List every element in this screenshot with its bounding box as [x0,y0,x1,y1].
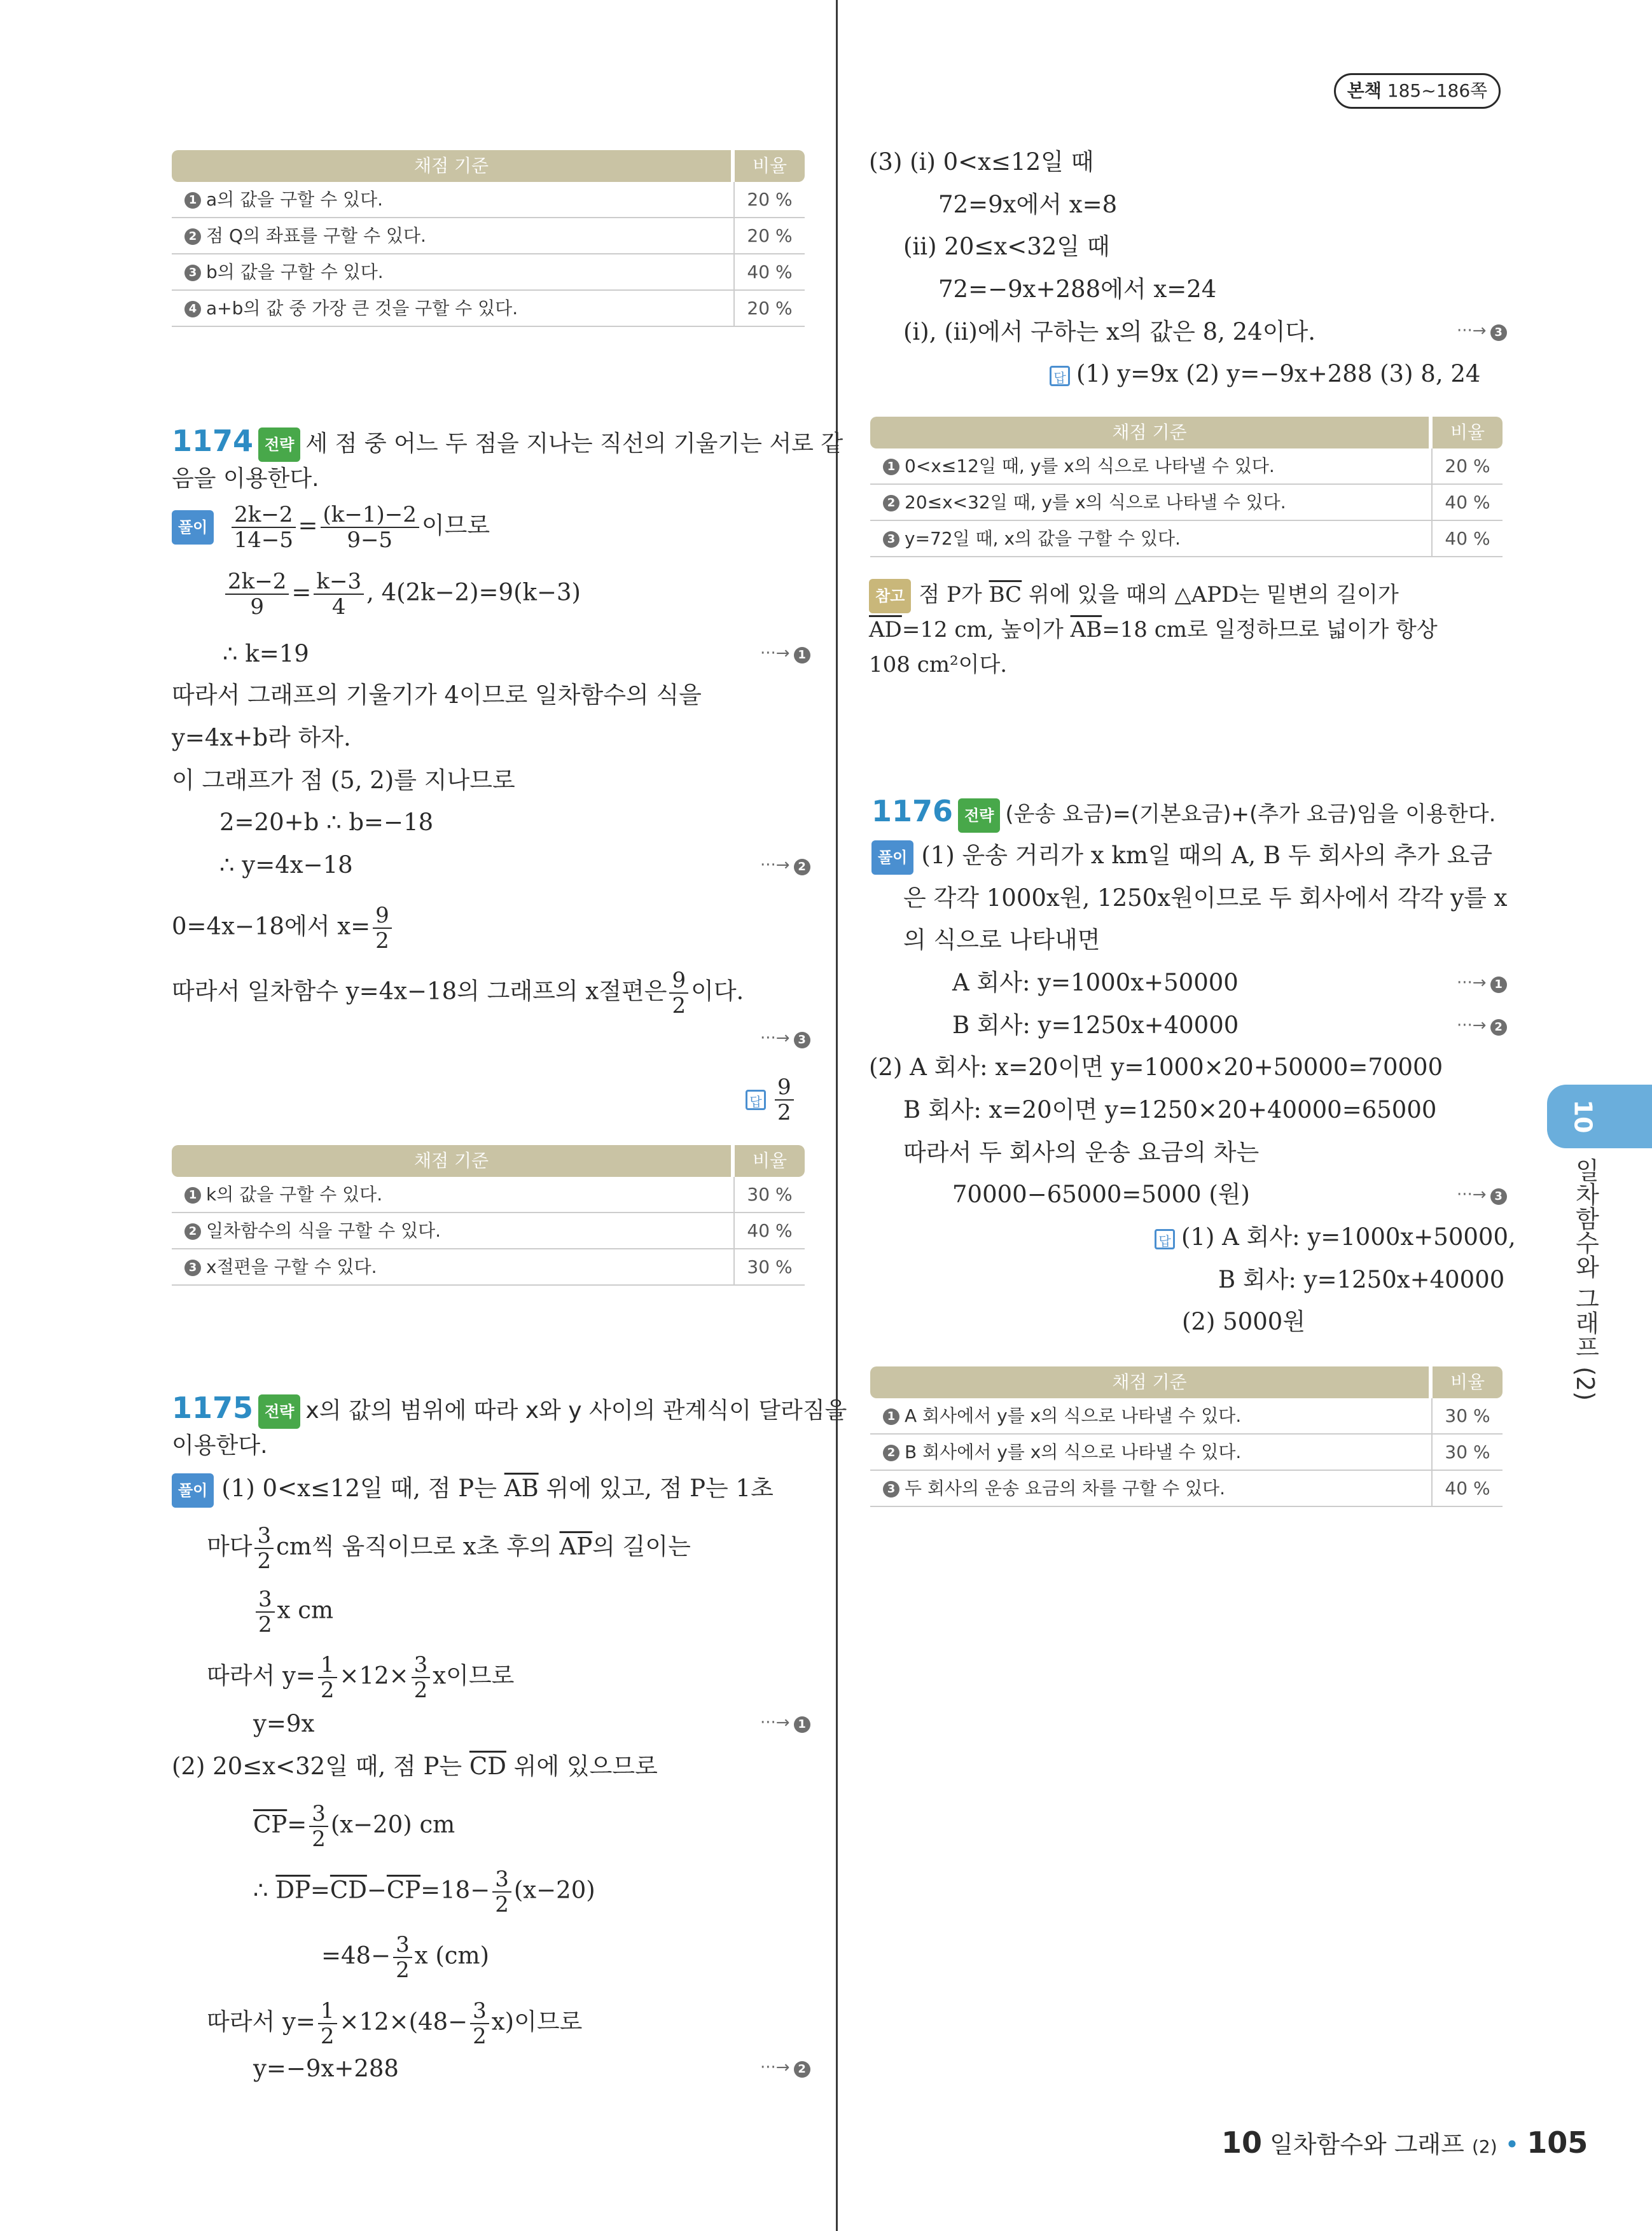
table-row: 2 일차함수의 식을 구할 수 있다. 40 % [172,1213,805,1249]
strategy-tag: 전략 [958,798,1000,833]
criteria-table-1174 [172,1145,805,1286]
solution-tag: 풀이 [871,840,913,875]
solution-line: 따라서 일차함수 y=4x−18의 그래프의 x절편은 $\frac{9}{2}$ 이다. [172,968,744,1018]
step-marker: ···→ 2 [760,856,810,875]
solution-tag: 풀이 [172,1473,214,1508]
table-row: 4 a+b의 값 중 가장 큰 것을 구할 수 있다. 20 % [172,291,805,327]
footer-chapter-part: (2) [1471,2136,1497,2157]
note-line: $\overline{AD}=12$ cm, 높이가 $\overline{AB}=18$ cm로 일정하므로 넓이가 항상 [869,617,1438,643]
solution-line: ∴ y=4x−18 [219,851,353,879]
criteria-table-1176 [870,1366,1503,1507]
answer-line: 답 (1) y=9x (2) y=−9x+288 (3) 8, 24 [1050,358,1480,390]
footer-chapter-title: 일차함수와 그래프 [1270,2130,1464,2158]
table-header-ratio: 비율 [735,150,805,182]
solution-line: 풀이 $\frac{2k-2}{14-5}$ = $\frac{(k-1)-2}{9-5}$ 이므로 [172,503,490,552]
step-marker: ···→ 2 [760,2058,810,2078]
solution-line: (3) (i) 0<x≤12일 때 [869,148,1094,176]
table-row: 2 20≤x<32일 때, y를 x의 식으로 나타낼 수 있다. 40 % [870,485,1503,521]
answer-icon: 답 [1050,366,1070,386]
solution-line: ∴ k=19 [223,640,309,667]
solution-line: 풀이 (1) 운송 거리가 x km일 때의 A, B 두 회사의 추가 요금 [871,840,1492,875]
problem-1175-strategy-cont: 이용한다. [172,1433,268,1459]
solution-line: $\frac{3}{2}$ x cm [253,1587,333,1637]
column-divider [836,0,838,2231]
solution-line: 72=−9x+288에서 x=24 [938,275,1217,303]
side-tab-number: 10 [1569,1099,1597,1134]
solution-line: 마다 $\frac{3}{2}$ cm씩 움직이므로 x초 후의 $\overline{AP}$의 길이는 [207,1523,691,1574]
solution-line: (2) A 회사: x=20이면 y=1000×20+50000=70000 [869,1053,1443,1081]
step-marker: ···→ 3 [1457,1185,1507,1205]
solution-line: =48− $\frac{3}{2}$ x (cm) [321,1932,490,1983]
solution-line: $\frac{2k-2}{9}$ = $\frac{k-3}{4}$ , 4(2k−2)=9(k−3) [223,569,581,619]
problem-1175-strategy: 1175 전략 x의 값의 범위에 따라 x와 y 사이의 관계식이 달라짐을 [172,1392,847,1429]
solution-line: A 회사: y=1000x+50000 [952,969,1239,996]
table-row: 1 0<x≤12일 때, y를 x의 식으로 나타낼 수 있다. 20 % [870,448,1503,485]
page-number: 105 [1527,2125,1588,2160]
table-header-criteria: 채점 기준 [870,1366,1429,1398]
answer-line: 답 (1) A 회사: y=1000x+50000, [1155,1221,1516,1253]
solution-line: 2=20+b ∴ b=−18 [219,809,434,836]
solution-line: y=9x [253,1710,315,1737]
footer-bullet: • [1504,2130,1520,2158]
table-row: 3 y=72일 때, x의 값을 구할 수 있다. 40 % [870,521,1503,557]
solution-line: 0=4x−18에서 x= $\frac{9}{2}$ [172,903,394,953]
problem-number: 1174 [172,424,254,458]
solution-line: 따라서 그래프의 기울기가 4이므로 일차함수의 식을 [172,681,702,709]
answer-line: 답 $\frac{9}{2}$ [746,1075,796,1125]
solution-line: 풀이 (1) 0<x≤12일 때, 점 P는 $\overline{AB}$ 위에 있고, 점 P는 1초 [172,1473,774,1508]
solution-line: 70000−65000=5000 (원) [952,1181,1250,1208]
problem-number: 1175 [172,1391,254,1425]
answer-line: (2) 5000원 [1182,1308,1306,1335]
solution-line: B 회사: x=20이면 y=1250×20+40000=65000 [903,1096,1437,1123]
table-row: 3 두 회사의 운송 요금의 차를 구할 수 있다. 40 % [870,1471,1503,1507]
solution-line: 은 각각 1000x원, 1250x원이므로 두 회사에서 각각 y를 x [903,884,1508,912]
step-marker: ···→ 2 [1457,1016,1507,1036]
step-marker: ···→ 1 [760,1713,810,1733]
solution-line: 의 식으로 나타내면 [903,926,1100,954]
solution-line: y=−9x+288 [253,2055,399,2082]
solution-tag: 풀이 [172,510,214,545]
step-marker: ···→ 1 [1457,973,1507,993]
table-header-criteria: 채점 기준 [870,417,1429,448]
table-row: 1 a의 값을 구할 수 있다. 20 % [172,182,805,218]
note-tag: 참고 [869,579,911,613]
page-range-badge [1334,73,1501,109]
strategy-tag: 전략 [258,427,300,462]
solution-line: ∴ $\overline{DP}=\overline{CD}-\overline{CP}=18-$ $\frac{3}{2}$ (x−20) [253,1866,595,1917]
page-range: 185~186쪽 [1387,80,1488,101]
step-marker: ···→ 1 [760,644,810,664]
solution-line: (i), (ii)에서 구하는 x의 값은 8, 24이다. [903,318,1315,345]
solution-line: B 회사: y=1250x+40000 [952,1011,1239,1039]
problem-1174-strategy: 1174 전략 세 점 중 어느 두 점을 지나는 직선의 기울기는 서로 같 [172,425,843,462]
solution-line: $\overline{CP}=$ $\frac{3}{2}$ (x−20) cm [253,1801,455,1852]
table-row: 1 A 회사에서 y를 x의 식으로 나타낼 수 있다. 30 % [870,1398,1503,1435]
problem-1174-strategy-cont: 음을 이용한다. [172,466,319,492]
strategy-tag: 전략 [258,1394,300,1429]
problem-number: 1176 [871,794,954,828]
solution-line: 따라서 y= $\frac{1}{2}$ ×12× $\frac{3}{2}$ x이므로 [207,1652,515,1703]
book-label: 본책 [1347,80,1382,101]
table-row: 3 b의 값을 구할 수 있다. 40 % [172,254,805,291]
solution-line: (ii) 20≤x<32일 때 [903,233,1110,260]
solution-line: 이 그래프가 점 (5, 2)를 지나므로 [172,767,515,794]
table-row: 2 점 Q의 좌표를 구할 수 있다. 20 % [172,218,805,254]
problem-1176-strategy: 1176 전략 (운송 요금)=(기본요금)+(추가 요금)임을 이용한다. [871,795,1496,833]
answer-line: B 회사: y=1250x+40000 [1218,1266,1505,1293]
side-tab-title: 일차함수와 그래프 (2) [1571,1158,1599,1401]
answer-icon: 답 [746,1090,766,1110]
table-row: 2 B 회사에서 y를 x의 식으로 나타낼 수 있다. 30 % [870,1435,1503,1471]
table-header-ratio: 비율 [1433,1366,1503,1398]
solution-line: 따라서 y= $\frac{1}{2}$ ×12×(48− $\frac{3}{2}$ x)이므로 [207,1998,583,2049]
criteria-table-1173 [172,150,805,327]
solution-line: 따라서 두 회사의 운송 요금의 차는 [903,1139,1260,1166]
step-marker: ···→ 3 [760,1029,810,1048]
table-header-criteria: 채점 기준 [172,1145,731,1177]
solution-line: (2) 20≤x<32일 때, 점 P는 $\overline{CD}$ 위에 있으므로 [172,1753,658,1780]
table-row: 3 x절편을 구할 수 있다. 30 % [172,1249,805,1286]
step-marker: ···→ 3 [1457,321,1507,341]
table-row: 1 k의 값을 구할 수 있다. 30 % [172,1177,805,1213]
answer-icon: 답 [1155,1229,1175,1249]
chapter-side-tab[interactable] [1547,1085,1652,1148]
note-line: 108 cm²이다. [869,652,1008,678]
solution-line: y=4x+b라 하자. [172,724,351,751]
table-header-ratio: 비율 [735,1145,805,1177]
note-line: 참고 점 P가 $\overline{BC}$ 위에 있을 때의 △APD는 밑변의 길이가 [869,579,1399,613]
table-header-criteria: 채점 기준 [172,150,731,182]
footer-chapter-number: 10 [1221,2125,1263,2160]
criteria-table-1175 [870,417,1503,557]
solution-line: 72=9x에서 x=8 [938,191,1118,218]
page-footer [1221,2125,1588,2160]
table-header-ratio: 비율 [1433,417,1503,448]
